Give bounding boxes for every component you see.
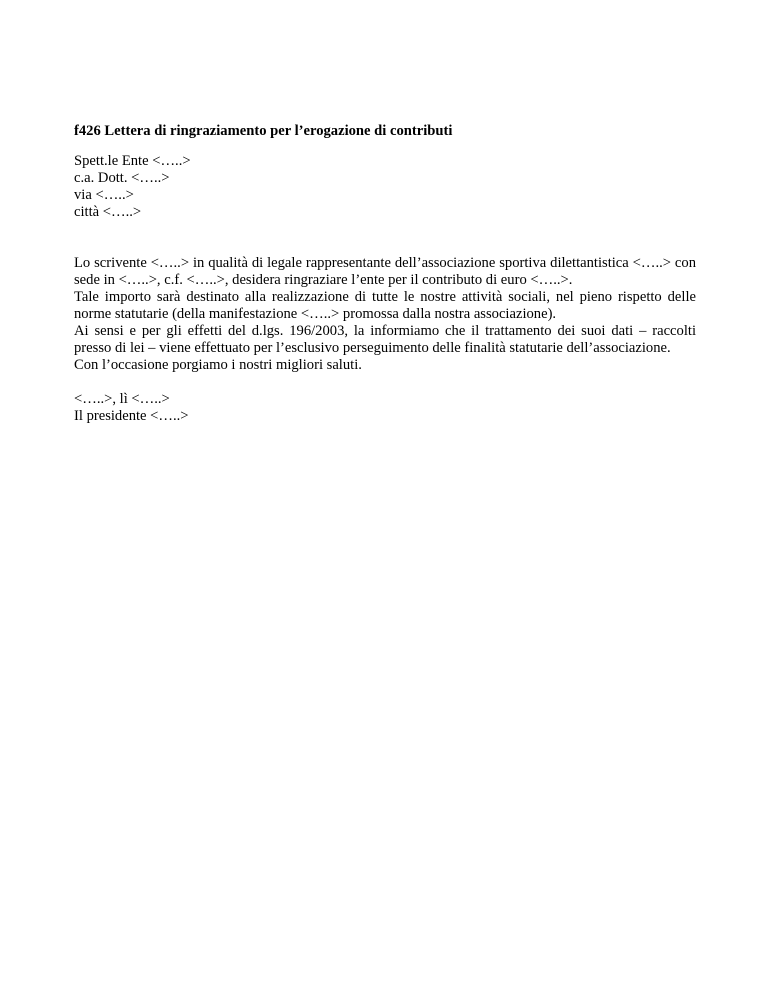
letter-closing: [74, 391, 696, 425]
body-paragraph-privacy: Ai sensi e per gli effetti del d.lgs. 196/2003, la informiamo che il trattamento dei suoi dati – raccolti presso di lei – viene effettuato per l’esclusivo perseguimento delle finalità statutarie dell’associazione.: [74, 323, 696, 356]
letter-body: [74, 255, 696, 374]
recipient-address: [74, 153, 696, 221]
body-paragraph-greeting: Con l’occasione porgiamo i nostri migliori saluti.: [74, 357, 362, 373]
place-date-line: <…..>, lì <…..>: [74, 391, 170, 407]
document-title: f426 Lettera di ringraziamento per l’erogazione di contributi: [74, 123, 453, 139]
body-paragraph-purpose: Tale importo sarà destinato alla realizzazione di tutte le nostre attività sociali, nel pieno rispetto delle norme statutarie (della manifestazione <…..> promossa dalla nostra associazione).: [74, 289, 696, 322]
address-line-attention: c.a. Dott. <…..>: [74, 170, 170, 186]
address-line-street: via <…..>: [74, 187, 134, 203]
body-paragraph-thanks: Lo scrivente <…..> in qualità di legale rappresentante dell’associazione sportiva dilettantistica <…..> con sede in <…..>, c.f. <…..>, desidera ringraziare l’ente per il contributo di euro <…..>.: [74, 255, 696, 288]
address-line-recipient: Spett.le Ente <…..>: [74, 153, 191, 169]
letter-page: [74, 123, 696, 425]
signature-line: Il presidente <…..>: [74, 408, 189, 424]
address-line-city: città <…..>: [74, 204, 142, 220]
